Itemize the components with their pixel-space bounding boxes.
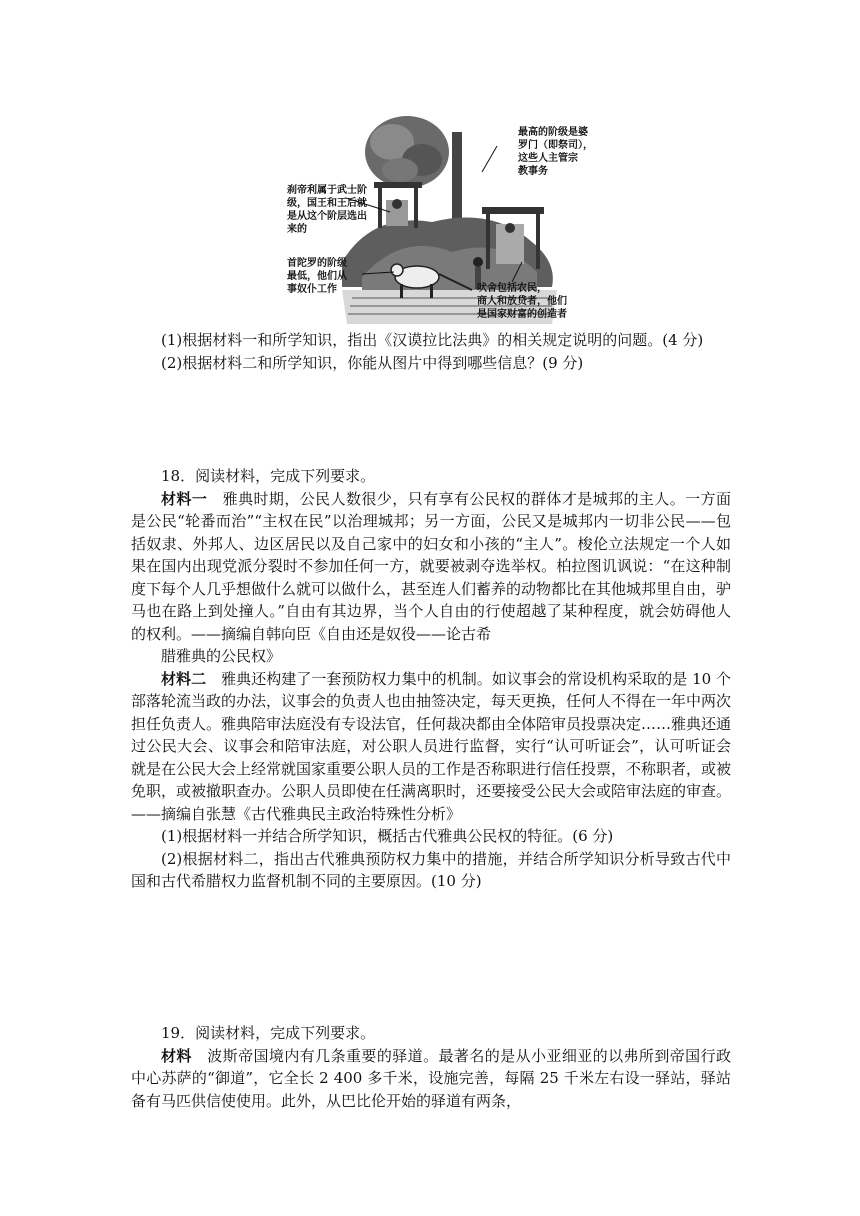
q18-material-2-label: 材料二 [161, 669, 207, 688]
q18-material-1-text: 雅典时期，公民人数很少，只有享有公民权的群体才是城邦的主人。一方面是公民“轮番而治”“主权在民”以治理城邦；另一方面，公民又是城邦内一切非公民——包括奴隶、外邦人、边区居民以及自己家中的妇女和小孩的“主人”。梭伦立法规定一个人如果在国内出现党派分裂时不参加任何一方，就要被剥夺选举权。柏拉图讥讽说：“在这种制度下每个人几乎想做什么就可以做什么，甚至连人们蓄养的动物都比在其他城邦里自由，驴马也在路上到处撞人。”自由有其边界，当个人自由的行使超越了某种程度，就会妨碍他人的权利。——摘编自韩向臣《自由还是奴役——论古希 [131, 489, 732, 643]
q18-subquestion-2: (2)根据材料二，指出古代雅典预防权力集中的措施，并结合所学知识分析导致古代中国和古代希腊权力监督机制不同的主要原因。(10 分) [131, 849, 731, 890]
question-19-block [131, 1022, 731, 1112]
question-18-block [131, 465, 731, 893]
q19-material [131, 1045, 731, 1113]
q18-material-2 [131, 668, 731, 826]
q18-material-1-continuation: 腊雅典的公民权》 [161, 647, 282, 665]
q19-material-label: 材料 [161, 1046, 192, 1065]
q17-subquestion-2: (2)根据材料二和所学知识，你能从图片中得到哪些信息？(9 分) [161, 353, 584, 372]
q18-subquestion-1: (1)根据材料一并结合所学知识，概括古代雅典公民权的特征。(6 分) [161, 827, 614, 845]
q18-material-1 [131, 488, 731, 646]
kshatriya-caption: 刹帝利属于武士阶 级，国王和王后就 是从这个阶层选出 来的 [287, 185, 367, 235]
shudra-caption: 首陀罗的阶级 最低，他们从 事奴仆工作 [287, 258, 347, 295]
brahmin-caption: 最高的阶级是婆 罗门（即祭司）， 这些人主管宗 教事务 [518, 127, 593, 177]
vaishya-caption: 吠舍包括农民， 商人和放贷者，他们 是国家财富的创造者 [477, 283, 567, 320]
question-17-block [131, 329, 731, 374]
q18-material-2-text: 雅典还构建了一套预防权力集中的机制。如议事会的常设机构采取的是 10 个部落轮流当政的办法，议事会的负责人也由抽签决定，每天更换，任何人不得在一年中两次担任负责人。雅典陪审法庭没有专设法官，任何裁决都由全体陪审员投票决定……雅典还通过公民大会、议事会和陪审法庭，对公职人员进行监督，实行“认可听证会”，认可听证会就是在公民大会上经常就国家重要公职人员的工作是否称职进行信任投票，不称职者，或被免职，或被撤职查办。公职人员即使在任满离职时，还要接受公民大会或陪审法庭的审查。——摘编自张慧《古代雅典民主政治特殊性分析》 [131, 669, 732, 823]
q18-title: 18．阅读材料，完成下列要求。 [161, 467, 376, 485]
q19-title: 19．阅读材料，完成下列要求。 [161, 1024, 376, 1042]
q19-material-text: 波斯帝国境内有几条重要的驿道。最著名的是从小亚细亚的以弗所到帝国行政中心苏萨的“御道”，它全长 2 400 多千米，设施完善，每隔 25 千米左右设一驿站，驿站备有马匹供信使使用。此外，从巴比伦开始的驿道有两条， [131, 1046, 731, 1110]
q17-subquestion-1: (1)根据材料一和所学知识，指出《汉谟拉比法典》的相关规定说明的问题。(4 分) [161, 331, 704, 349]
q18-material-1-label: 材料一 [161, 489, 208, 508]
